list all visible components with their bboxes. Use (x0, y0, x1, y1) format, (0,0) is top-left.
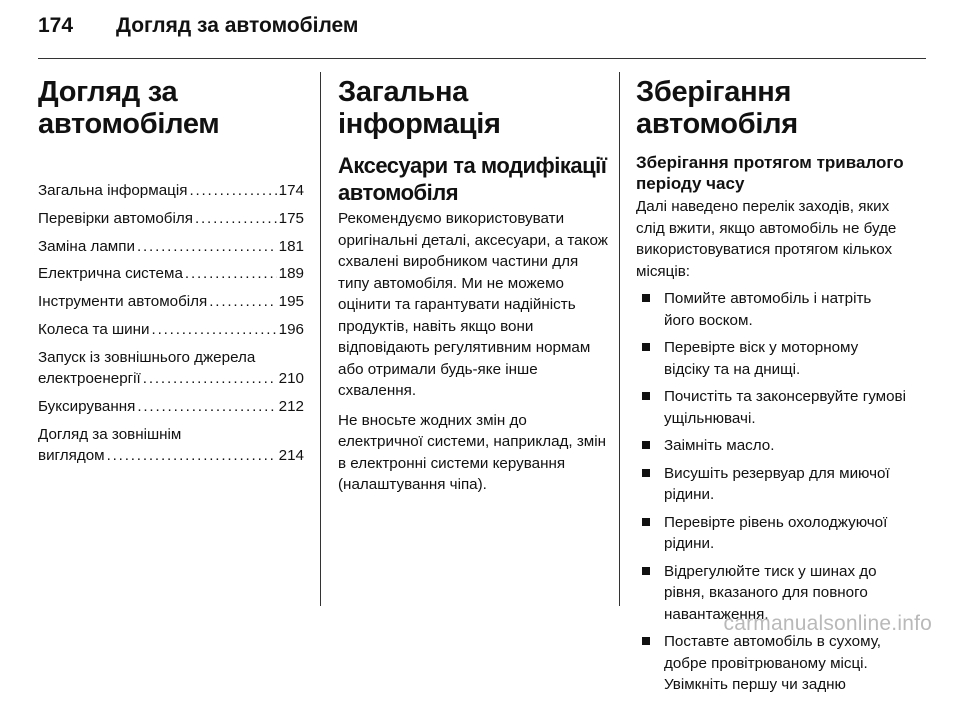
watermark: carmanualsonline.info (723, 612, 932, 635)
column-divider-2 (619, 72, 620, 606)
toc-page-number: 214 (278, 447, 304, 465)
square-bullet-icon (642, 392, 650, 400)
toc-page-number: 175 (278, 209, 304, 227)
square-bullet-icon (642, 441, 650, 449)
square-bullet-icon (642, 469, 650, 477)
section-heading: Загальна інформація (338, 76, 501, 140)
subsection-heading: Зберігання протягом тривалого періоду часу (636, 153, 904, 193)
paragraph: Рекомендуємо використовувати оригінальні деталі, аксесуари, а також схвалені виробником частини для типу автомобіля. Ми не можемо оцінити та гарантувати надійність продуктів, навіть якщо вони відповідають регулятивним нормам або отримали будь-яке інше схвалення. (338, 210, 608, 399)
subsection-heading: Аксесуари та модифікації автомобіля (338, 153, 607, 205)
header-rule (38, 58, 926, 59)
square-bullet-icon (642, 294, 650, 302)
toc-item-jump-starting[interactable]: Запуск із зовнішнього джерела електроенергії . . . 210 (38, 347, 304, 390)
list-item: Помийте автомобіль і натріть його воском. (636, 288, 906, 331)
toc-page-number: 174 (278, 182, 304, 199)
toc-page-number: 212 (278, 398, 304, 416)
header-title: Догляд за автомобілем (116, 14, 359, 37)
toc-item-vehicle-tools[interactable]: Інструменти автомобіля . . . 195 (38, 291, 304, 313)
toc-item-bulb-replacement[interactable]: Заміна лампи . . . 181 (38, 236, 304, 258)
toc-item-wheels-tyres[interactable]: Колеса та шини . . . 196 (38, 319, 304, 341)
toc-page-number: 195 (278, 293, 304, 311)
list-item: Почистіть та законсервуйте гумові ущільнювачі. (636, 386, 906, 429)
list-item: Висушіть резервуар для миючої рідини. (636, 463, 906, 506)
square-bullet-icon (642, 343, 650, 351)
list-item: Поставте автомобіль в сухому, добре провітрюваному місці. Увімкніть першу чи задню (636, 631, 906, 696)
toc-page-number: 181 (278, 237, 304, 255)
list-item: Відрегулюйте тиск у шинах до рівня, вказаного для повного навантаження. (636, 561, 906, 626)
list-item: Перевірте віск у моторному відсіку та на днищі. (636, 337, 906, 380)
toc-page-number: 196 (278, 320, 304, 338)
toc-item-appearance-care[interactable]: Догляд за зовнішнім виглядом . . . 214 (38, 424, 304, 467)
square-bullet-icon (642, 518, 650, 526)
general-info-column (338, 76, 608, 496)
page-number: 174 (38, 14, 74, 37)
column-divider-1 (320, 72, 321, 606)
toc-item-vehicle-checks[interactable]: Перевірки автомобіля . . . 175 (38, 208, 304, 230)
toc-page-number: 189 (278, 265, 304, 283)
chapter-contents-column (38, 76, 304, 473)
paragraph: Далі наведено перелік заходів, яких слід вжити, якщо автомобіль не буде використовуватися протягом кількох місяців: (636, 198, 897, 280)
square-bullet-icon (642, 637, 650, 645)
toc-item-towing[interactable]: Буксирування . . . 212 (38, 396, 304, 418)
toc-item-electrical-system[interactable]: Електрична система . . . 189 (38, 263, 304, 285)
toc-page-number: 210 (278, 370, 304, 388)
list-item: Заімніть масло. (636, 435, 906, 457)
toc-item-general-info[interactable]: Загальна інформація . . . 174 (38, 180, 304, 202)
square-bullet-icon (642, 567, 650, 575)
toc-list (38, 180, 304, 467)
page-header (38, 14, 358, 44)
vehicle-storage-column (636, 76, 906, 702)
paragraph: Не вносьте жодних змін до електричної системи, наприклад, змін в електронні системи керування (налаштування чіпа). (338, 411, 606, 493)
section-heading: Зберігання автомобіля (636, 76, 798, 140)
list-item: Перевірте рівень охолоджуючої рідини. (636, 512, 906, 555)
chapter-heading: Догляд за автомобілем (38, 76, 220, 140)
